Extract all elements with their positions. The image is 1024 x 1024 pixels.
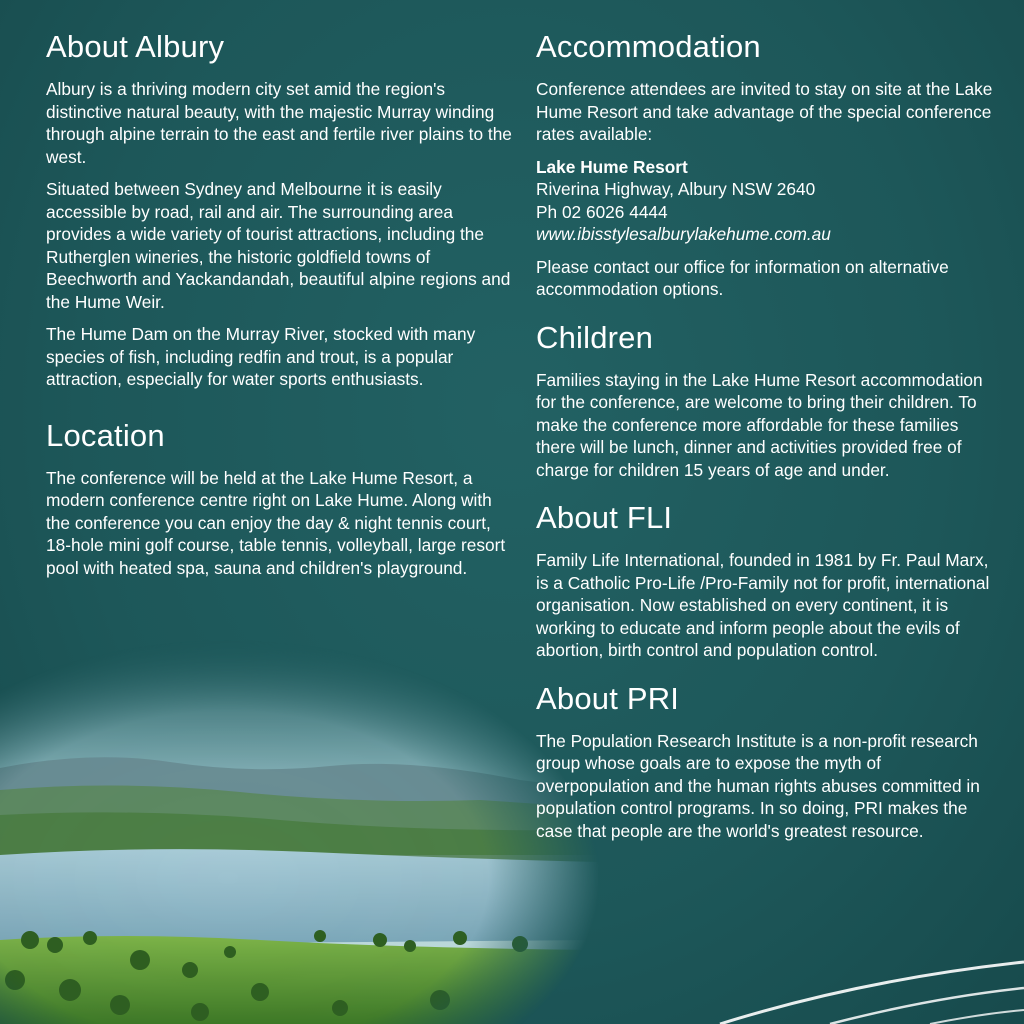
about-fli-paragraph: Family Life International, founded in 1981 by Fr. Paul Marx, is a Catholic Pro-Life /Pro-Family not for profit, international organisation. Now established on every continent, it is working to educate and inform people about the evils of abortion, birth control and population control. <box>536 550 990 660</box>
resort-phone: Ph 02 6026 4444 <box>536 201 668 222</box>
about-pri-heading: About PRI <box>536 680 680 716</box>
resort-address-block <box>536 156 994 246</box>
about-albury-paragraph-2: Situated between Sydney and Melbourne it is easily accessible by road, rail and air. The surrounding area provides a wide variety of tourist attractions, including the Rutherglen wineries, the historic goldfield towns of Beechworth and Yackandandah, beautiful alpine regions and the Hume Weir. <box>46 179 511 312</box>
children-section <box>536 319 994 482</box>
lake-hume-photo <box>0 640 600 1024</box>
resort-address: Riverina Highway, Albury NSW 2640 <box>536 179 816 199</box>
about-fli-heading: About FLI <box>536 500 673 535</box>
about-albury-paragraph-3: The Hume Dam on the Murray River, stocked with many species of fish, including redfin and trout, is a popular attraction, especially for water sports enthusiasts. <box>46 324 476 389</box>
children-paragraph: Families staying in the Lake Hume Resort accommodation for the conference, are welcome to bring their children. To make the conference more affordable for these families there will be lunch, dinner and activities provided free of charge for children 15 years of age and under. <box>536 369 983 480</box>
about-fli-section <box>536 499 994 662</box>
swoosh-decoration <box>600 940 1024 1024</box>
right-column <box>536 28 994 860</box>
resort-website-link[interactable]: www.ibisstylesalburylakehume.com.au <box>536 224 831 244</box>
about-pri-paragraph: The Population Research Institute is a non-profit research group whose goals are to expose the myth of overpopulation and the human rights abuses committed in population control programs. In so doing, PRI makes the case that people are the world's greatest resource. <box>536 730 980 841</box>
about-albury-heading: About Albury <box>46 29 225 64</box>
accommodation-heading: Accommodation <box>536 29 761 64</box>
left-column <box>46 28 514 597</box>
children-heading: Children <box>536 319 654 355</box>
accommodation-paragraph-1: Conference attendees are invited to stay on site at the Lake Hume Resort and take advantage of the special conference rates available: <box>536 79 993 144</box>
location-heading: Location <box>46 417 165 453</box>
resort-name: Lake Hume Resort <box>536 156 688 177</box>
about-pri-section <box>536 680 994 843</box>
location-paragraph: The conference will be held at the Lake Hume Resort, a modern conference centre right on Lake Hume. Along with the conference you can enjoy the day & night tennis court, 18-hole mini golf course, table tennis, volleyball, large resort pool with heated spa, sauna and children's playground. <box>46 467 506 578</box>
accommodation-section <box>536 28 994 301</box>
location-section <box>46 417 514 580</box>
about-albury-section <box>46 28 514 391</box>
about-albury-paragraph-1: Albury is a thriving modern city set amid the region's distinctive natural beauty, with the majestic Murray winding through alpine terrain to the east and fertile river plains to the west. <box>46 79 512 167</box>
accommodation-paragraph-2: Please contact our office for information on alternative accommodation options. <box>536 256 949 299</box>
